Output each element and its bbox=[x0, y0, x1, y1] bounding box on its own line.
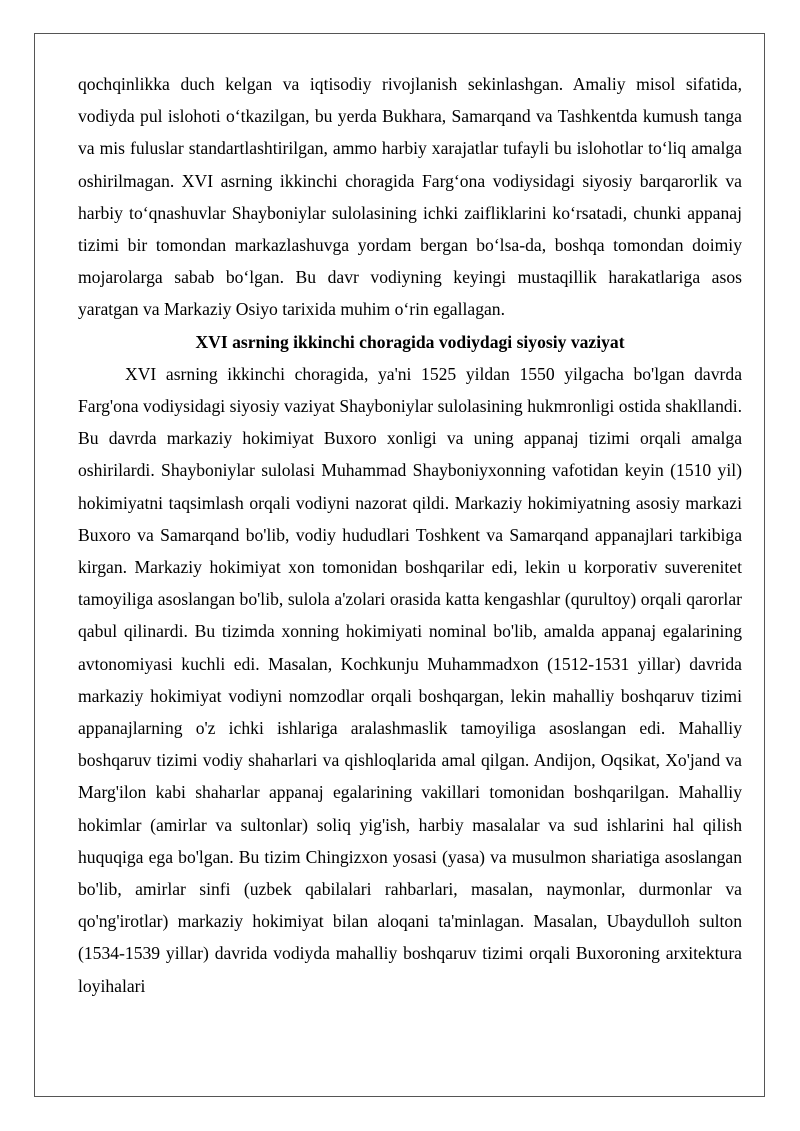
paragraph-body: XVI asrning ikkinchi choragida, ya'ni 1525 yildan 1550 yilgacha bo'lgan davrda Farg'ona vodiysidagi siyosiy vaziyat Shayboniylar sulolasining hukmronligi ostida shakllandi. Bu davrda markaziy hokimiyat Buxoro xonligi va uning appanaj tizimi orqali amalga oshirilardi. Shayboniylar sulolasi Muhammad Shayboniyxonning vafotidan keyin (1510 yil) hokimiyatni taqsimlash orqali vodiyni nazorat qildi. Markaziy hokimiyatning asosiy markazi Buxoro va Samarqand bo'lib, vodiy hududlari Toshkent va Samarqand appanajlari tarkibiga kirgan. Markaziy hokimiyat xon tomonidan boshqarilar edi, lekin u korporativ suverenitet tamoyiliga asoslangan bo'lib, sulola a'zolari orasida katta kengashlar (qurultoy) orqali qarorlar qabul qilinardi. Bu tizimda xonning hokimiyati nominal bo'lib, amalda appanaj egalarining avtonomiyasi kuchli edi. Masalan, Kochkunju Muhammadxon (1512-1531 yillar) davrida markaziy hokimiyat vodiyni nomzodlar orqali boshqargan, lekin mahalliy boshqaruv tizimi appanajlarning o'z ichki ishlariga aralashmaslik tamoyiliga asoslangan edi. Mahalliy boshqaruv tizimi vodiy shaharlari va qishloqlarida amal qilgan. Andijon, Oqsikat, Xo'jand va Marg'ilon kabi shaharlar appanaj egalarining vakillari tomonidan boshqarilgan. Mahalliy hokimlar (amirlar va sultonlar) soliq yig'ish, harbiy masalalar va sud ishlarini hal qilish huquqiga ega bo'lgan. Bu tizim Chingizxon yosasi (yasa) va musulmon shariatiga asoslangan bo'lib, amirlar sinfi (uzbek qabilalari rahbarlari, masalan, naymonlar, durmonlar va qo'ng'irotlar) markaziy hokimiyat bilan aloqani ta'minlagan. Masalan, Ubaydulloh sulton (1534-1539 yillar) davrida vodiyda mahalliy boshqaruv tizimi orqali Buxoroning arxitektura loyihalari bbox=[78, 363, 742, 996]
document-body bbox=[78, 68, 742, 1002]
paragraph-continued: qochqinlikka duch kelgan va iqtisodiy rivojlanish sekinlashgan. Amaliy misol sifatida, vodiyda pul islohoti o‘tkazilgan, bu yerda Bukhara, Samarqand va Tashkentda kumush tanga va mis fuluslar standartlashtirilgan, ammo harbiy xarajatlar tufayli bu islohotlar to‘liq amalga oshirilmagan. XVI asrning ikkinchi choragida Farg‘ona vodiysidagi siyosiy barqarorlik va harbiy to‘qnashuvlar Shayboniylar sulolasining ichki zaifliklarini ko‘rsatadi, chunki appanaj tizimi bir tomondan markazlashuvga yordam bergan bo‘lsa-da, boshqa tomondan doimiy mojarolarga sabab bo‘lgan. Bu davr vodiyning keyingi mustaqillik harakatlariga asos yaratgan va Markaziy Osiyo tarixida muhim o‘rin egallagan. bbox=[78, 74, 742, 320]
section-heading: XVI asrning ikkinchi choragida vodiydagi siyosiy vaziyat bbox=[195, 331, 625, 352]
